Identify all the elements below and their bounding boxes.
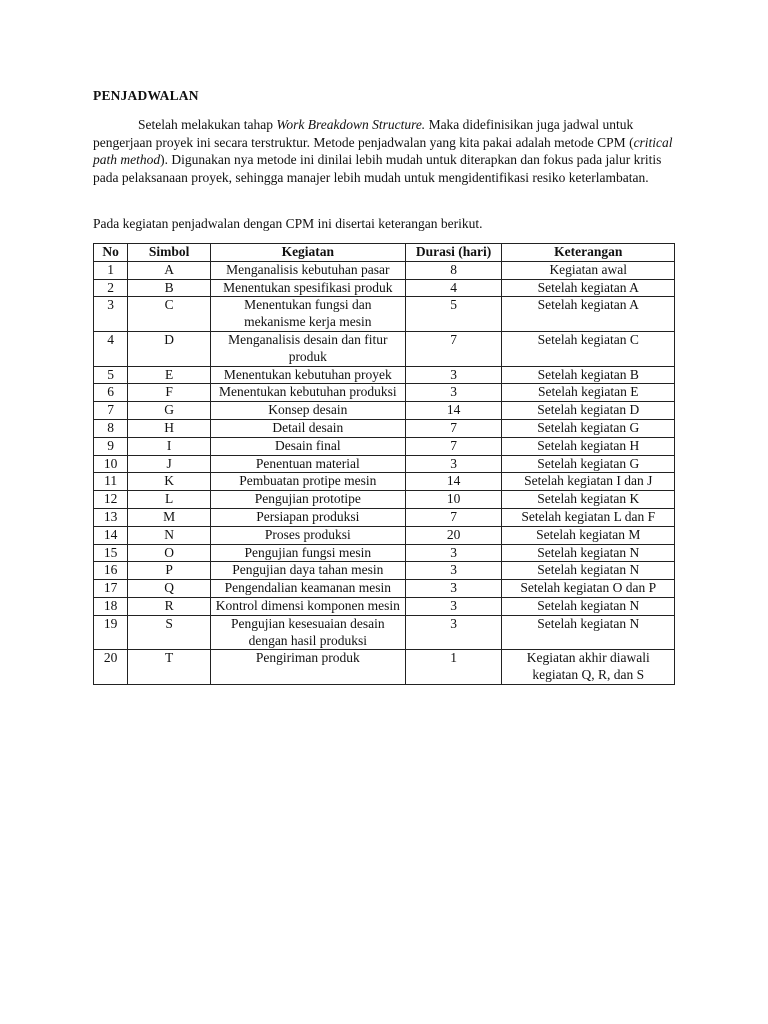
cell-no: 3 <box>94 297 128 332</box>
cell-no: 12 <box>94 491 128 509</box>
cell-kegiatan: Konsep desain <box>210 402 405 420</box>
table-row <box>94 297 675 332</box>
cell-no: 10 <box>94 455 128 473</box>
header-keterangan: Keterangan <box>502 244 675 262</box>
table-row <box>94 473 675 491</box>
cell-durasi: 1 <box>405 650 502 685</box>
cell-durasi: 10 <box>405 491 502 509</box>
cell-simbol: E <box>128 366 211 384</box>
cell-simbol: J <box>128 455 211 473</box>
table-row <box>94 455 675 473</box>
table-row <box>94 331 675 366</box>
intro-italic-wbs: Work Breakdown Structure. <box>276 117 426 132</box>
cell-simbol: R <box>128 597 211 615</box>
cell-simbol: B <box>128 279 211 297</box>
cell-kegiatan: Kontrol dimensi komponen mesin <box>210 597 405 615</box>
table-row <box>94 419 675 437</box>
cell-durasi: 14 <box>405 473 502 491</box>
cell-no: 6 <box>94 384 128 402</box>
cell-keterangan: Setelah kegiatan E <box>502 384 675 402</box>
cell-no: 18 <box>94 597 128 615</box>
header-durasi: Durasi (hari) <box>405 244 502 262</box>
cell-simbol: O <box>128 544 211 562</box>
cell-durasi: 4 <box>405 279 502 297</box>
cell-simbol: T <box>128 650 211 685</box>
cell-no: 11 <box>94 473 128 491</box>
table-row <box>94 261 675 279</box>
cell-no: 16 <box>94 562 128 580</box>
table-row <box>94 580 675 598</box>
cell-no: 17 <box>94 580 128 598</box>
intro-text-2: Maka didefinisikan juga jadwal untuk pengerjaan proyek ini secara terstruktur. Metode penjadwalan yang kita pakai adalah metode CPM ( <box>93 117 634 150</box>
table-row <box>94 402 675 420</box>
cell-keterangan: Setelah kegiatan A <box>502 297 675 332</box>
cell-keterangan: Setelah kegiatan N <box>502 562 675 580</box>
cell-keterangan: Kegiatan awal <box>502 261 675 279</box>
table-row <box>94 508 675 526</box>
cell-no: 13 <box>94 508 128 526</box>
table-header-row <box>94 244 675 262</box>
cell-simbol: K <box>128 473 211 491</box>
section-heading: PENJADWALAN <box>93 88 199 103</box>
cell-durasi: 7 <box>405 419 502 437</box>
header-no: No <box>94 244 128 262</box>
cell-durasi: 3 <box>405 562 502 580</box>
table-row <box>94 491 675 509</box>
cell-kegiatan: Pengiriman produk <box>210 650 405 685</box>
cell-durasi: 3 <box>405 384 502 402</box>
cell-no: 20 <box>94 650 128 685</box>
cell-durasi: 20 <box>405 526 502 544</box>
header-kegiatan: Kegiatan <box>210 244 405 262</box>
cell-simbol: C <box>128 297 211 332</box>
cell-simbol: I <box>128 437 211 455</box>
cell-kegiatan: Pengujian daya tahan mesin <box>210 562 405 580</box>
cell-simbol: D <box>128 331 211 366</box>
cell-simbol: S <box>128 615 211 650</box>
cell-keterangan: Setelah kegiatan A <box>502 279 675 297</box>
header-simbol: Simbol <box>128 244 211 262</box>
cell-kegiatan: Menentukan kebutuhan proyek <box>210 366 405 384</box>
cell-no: 1 <box>94 261 128 279</box>
cell-kegiatan: Menentukan kebutuhan produksi <box>210 384 405 402</box>
cell-kegiatan: Pengujian kesesuaian desain dengan hasil produksi <box>210 615 405 650</box>
cell-simbol: M <box>128 508 211 526</box>
cell-simbol: G <box>128 402 211 420</box>
cell-no: 7 <box>94 402 128 420</box>
cell-no: 4 <box>94 331 128 366</box>
table-row <box>94 615 675 650</box>
cell-durasi: 7 <box>405 437 502 455</box>
table-row <box>94 384 675 402</box>
intro-paragraph <box>93 116 677 186</box>
cell-keterangan: Setelah kegiatan N <box>502 544 675 562</box>
cell-simbol: N <box>128 526 211 544</box>
cell-keterangan: Setelah kegiatan L dan F <box>502 508 675 526</box>
cell-no: 8 <box>94 419 128 437</box>
cell-kegiatan: Proses produksi <box>210 526 405 544</box>
cell-keterangan: Setelah kegiatan I dan J <box>502 473 675 491</box>
cell-no: 9 <box>94 437 128 455</box>
table-row <box>94 366 675 384</box>
table-row <box>94 544 675 562</box>
cell-kegiatan: Menganalisis desain dan fitur produk <box>210 331 405 366</box>
cell-keterangan: Setelah kegiatan O dan P <box>502 580 675 598</box>
cell-durasi: 7 <box>405 508 502 526</box>
schedule-table <box>93 243 675 685</box>
cell-durasi: 3 <box>405 455 502 473</box>
intro-text-3: ). Digunakan nya metode ini dinilai lebih mudah untuk diterapkan dan fokus pada jalur kritis pada pelaksanaan proyek, sehingga manajer lebih mudah untuk mengidentifikasi resiko keterlambatan. <box>93 152 662 185</box>
cell-keterangan: Setelah kegiatan M <box>502 526 675 544</box>
table-row <box>94 279 675 297</box>
table-row <box>94 650 675 685</box>
cell-keterangan: Setelah kegiatan K <box>502 491 675 509</box>
cell-durasi: 3 <box>405 597 502 615</box>
cell-kegiatan: Menentukan spesifikasi produk <box>210 279 405 297</box>
intro-italic-cpm: critical path method <box>93 134 673 168</box>
cell-kegiatan: Menentukan fungsi dan mekanisme kerja mesin <box>210 297 405 332</box>
cell-keterangan: Setelah kegiatan B <box>502 366 675 384</box>
cell-kegiatan: Menganalisis kebutuhan pasar <box>210 261 405 279</box>
table-row <box>94 597 675 615</box>
cell-simbol: H <box>128 419 211 437</box>
cell-durasi: 3 <box>405 544 502 562</box>
table-row <box>94 526 675 544</box>
cell-durasi: 3 <box>405 580 502 598</box>
cell-no: 5 <box>94 366 128 384</box>
cell-keterangan: Setelah kegiatan N <box>502 597 675 615</box>
cell-keterangan: Setelah kegiatan H <box>502 437 675 455</box>
cell-keterangan: Setelah kegiatan D <box>502 402 675 420</box>
cell-kegiatan: Pengujian fungsi mesin <box>210 544 405 562</box>
cell-kegiatan: Pengendalian keamanan mesin <box>210 580 405 598</box>
cell-kegiatan: Desain final <box>210 437 405 455</box>
cell-keterangan: Setelah kegiatan N <box>502 615 675 650</box>
cell-no: 2 <box>94 279 128 297</box>
cell-simbol: L <box>128 491 211 509</box>
cell-keterangan: Setelah kegiatan C <box>502 331 675 366</box>
intro-text-1: Setelah melakukan tahap <box>138 117 277 132</box>
cell-durasi: 14 <box>405 402 502 420</box>
cell-kegiatan: Pengujian prototipe <box>210 491 405 509</box>
cell-durasi: 5 <box>405 297 502 332</box>
cell-kegiatan: Persiapan produksi <box>210 508 405 526</box>
cell-durasi: 8 <box>405 261 502 279</box>
cell-kegiatan: Pembuatan protipe mesin <box>210 473 405 491</box>
cell-no: 14 <box>94 526 128 544</box>
cell-no: 15 <box>94 544 128 562</box>
cell-kegiatan: Detail desain <box>210 419 405 437</box>
table-intro-paragraph: Pada kegiatan penjadwalan dengan CPM ini disertai keterangan berikut. <box>93 216 483 231</box>
cell-keterangan: Setelah kegiatan G <box>502 455 675 473</box>
table-row <box>94 562 675 580</box>
cell-simbol: Q <box>128 580 211 598</box>
cell-keterangan: Setelah kegiatan G <box>502 419 675 437</box>
cell-keterangan: Kegiatan akhir diawali kegiatan Q, R, dan S <box>502 650 675 685</box>
table-body <box>94 261 675 684</box>
cell-kegiatan: Penentuan material <box>210 455 405 473</box>
cell-durasi: 3 <box>405 366 502 384</box>
table-row <box>94 437 675 455</box>
cell-simbol: F <box>128 384 211 402</box>
cell-no: 19 <box>94 615 128 650</box>
cell-simbol: A <box>128 261 211 279</box>
cell-durasi: 7 <box>405 331 502 366</box>
cell-simbol: P <box>128 562 211 580</box>
cell-durasi: 3 <box>405 615 502 650</box>
